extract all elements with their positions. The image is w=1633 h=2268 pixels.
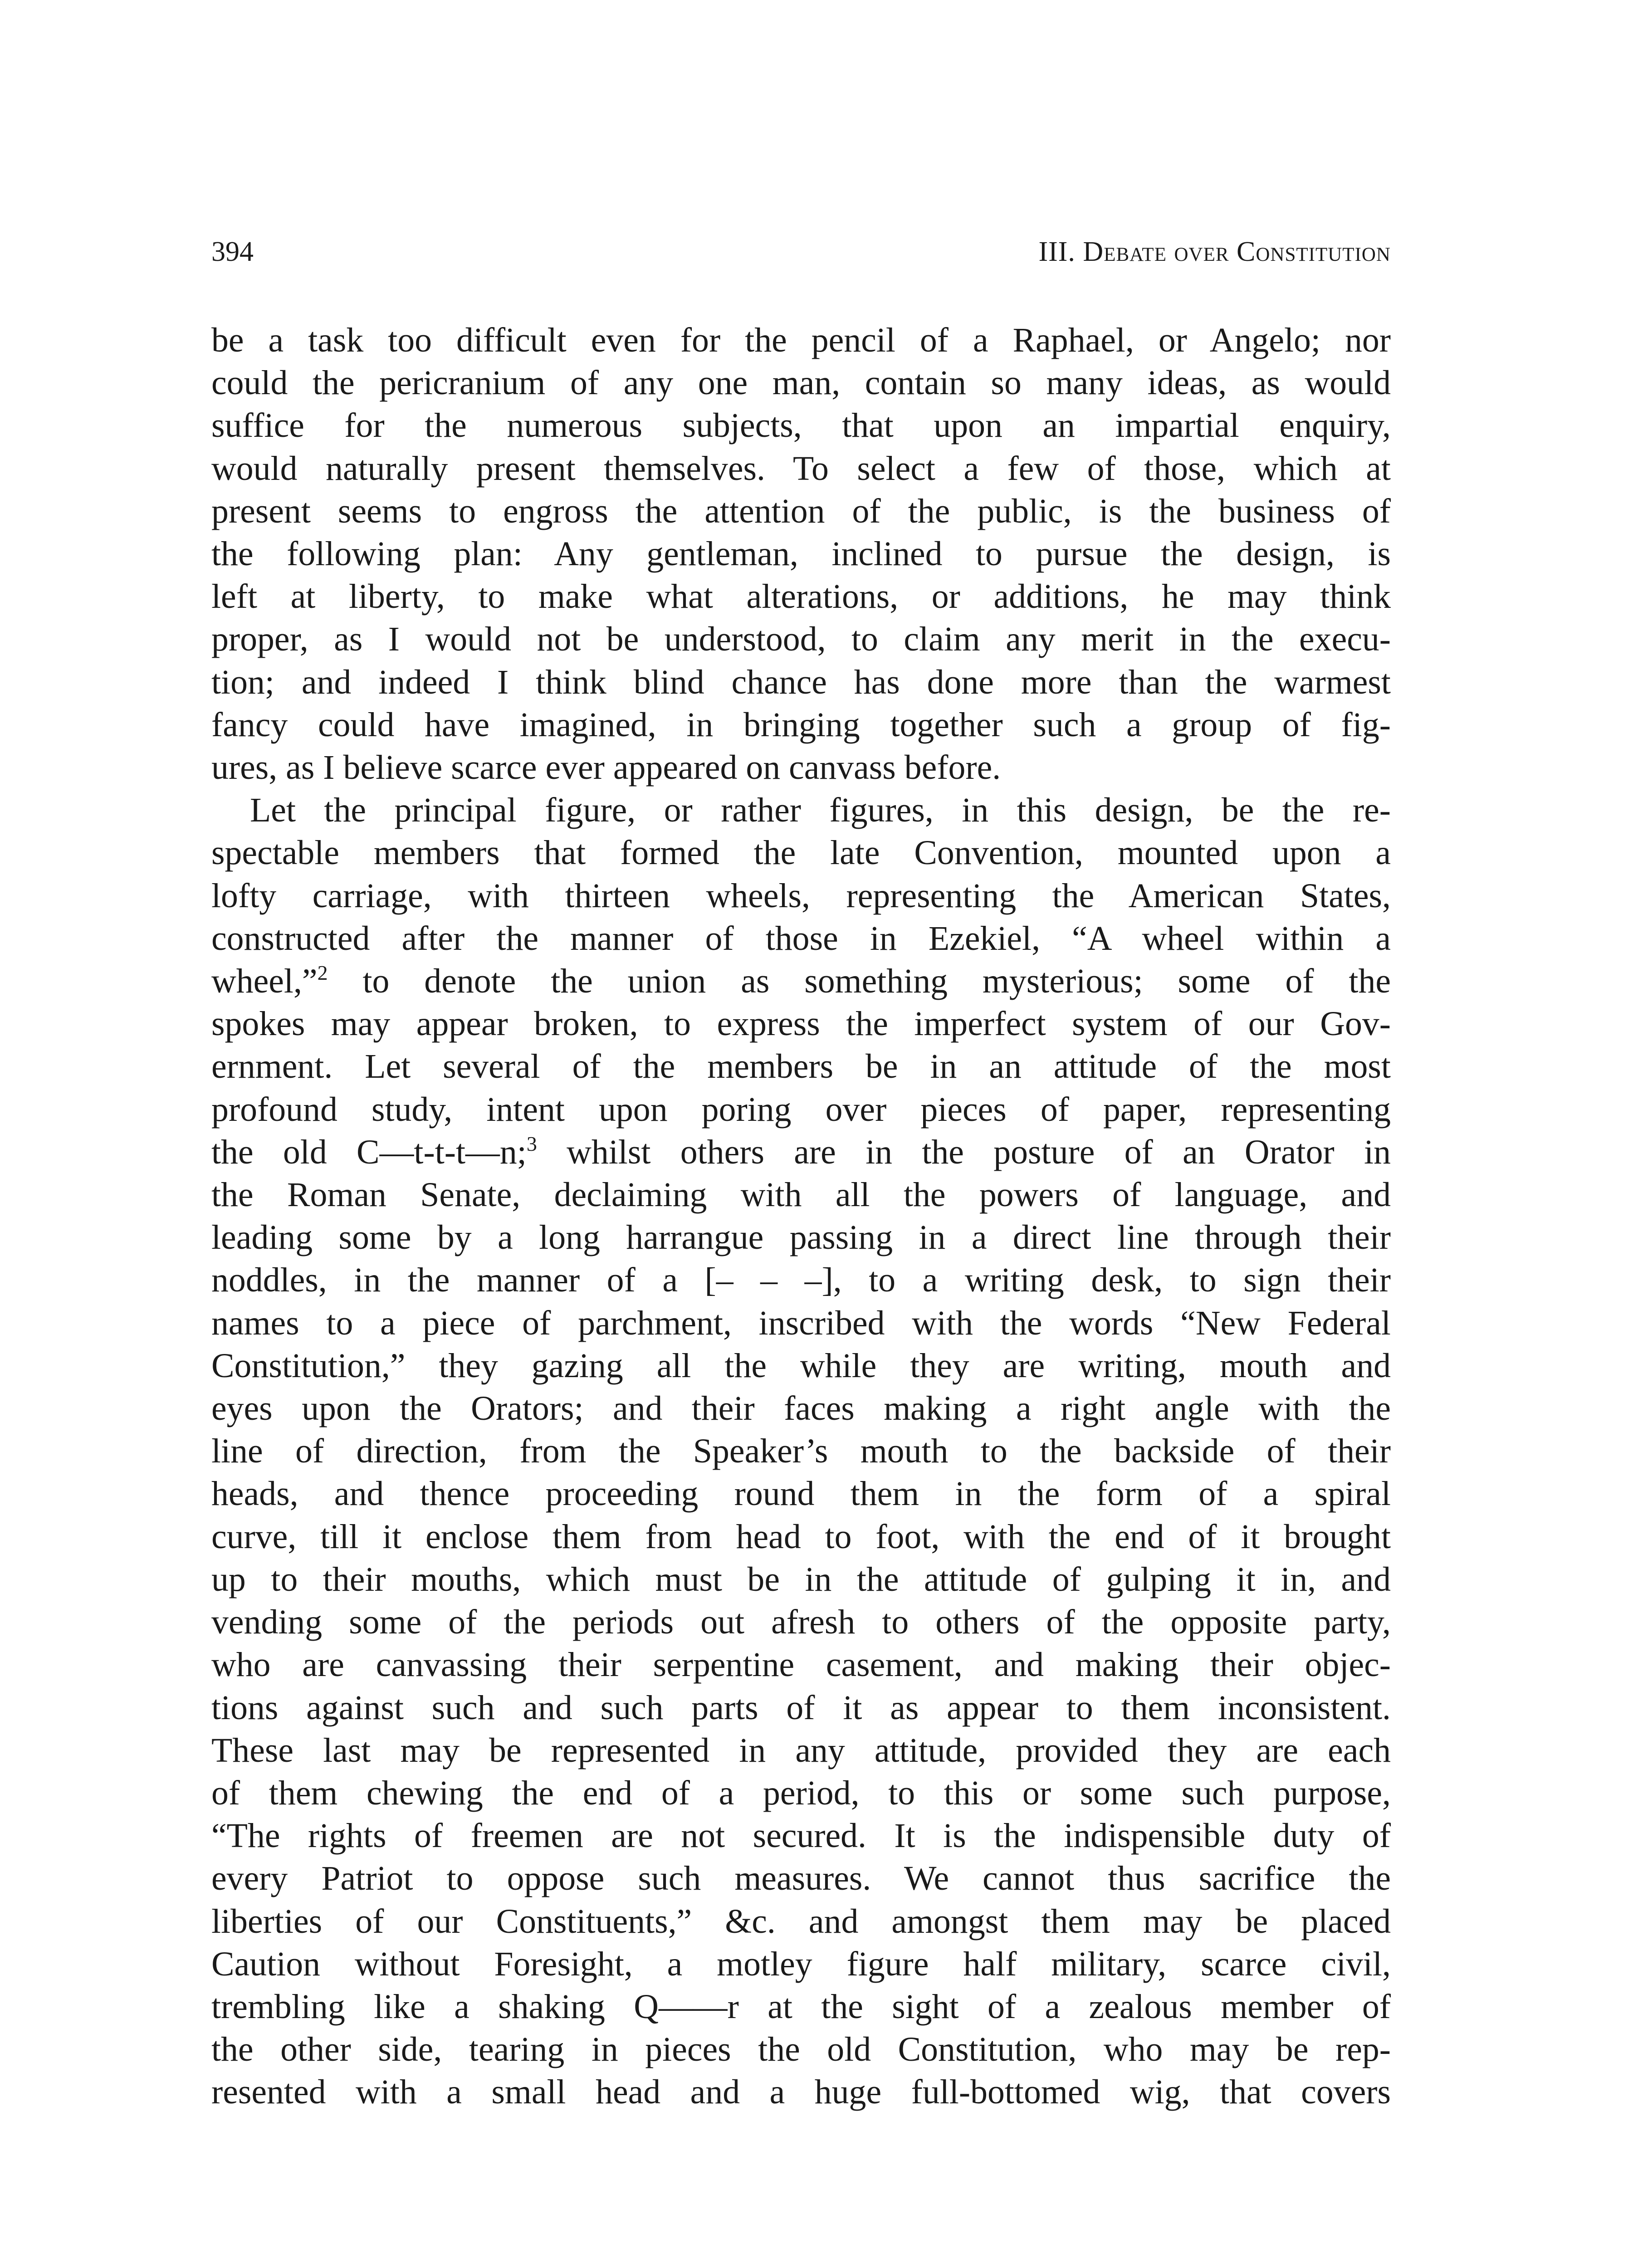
text-line: could the pericranium of any one man, contain so many ideas, as would [211,364,1391,402]
text-line: These last may be represented in any attitude, provided they are each [211,1731,1391,1769]
text-line: trembling like a shaking Q——r at the sight of a zealous member of [211,1987,1391,2026]
text-line: of them chewing the end of a period, to this or some such purpose, [211,1774,1391,1812]
text-fragment: wheel,” [211,962,318,1001]
text-line: the Roman Senate, declaiming with all the powers of language, and [211,1176,1391,1214]
text-line: tion; and indeed I think blind chance has done more than the warmest [211,663,1391,701]
text-line: spectable members that formed the late Convention, mounted upon a [211,834,1391,872]
text-line: proper, as I would not be understood, to claim any merit in the execu- [211,620,1391,659]
text-line: resented with a small head and a huge full-bottomed wig, that covers [211,2073,1391,2112]
text-line: ures, as I believe scarce ever appeared on canvass before. [211,748,1001,787]
running-head [211,227,1391,277]
text-line-with-footnote [211,1131,1391,1173]
text-line: profound study, intent upon poring over pieces of paper, representing [211,1090,1391,1129]
text-line: Constitution,” they gazing all the while they are writing, mouth and [211,1346,1391,1385]
text-line: be a task too difficult even for the pencil of a Raphael, or Angelo; nor [211,321,1391,359]
text-line: leading some by a long harrangue passing in a direct line through their [211,1218,1391,1257]
text-line: line of direction, from the Speaker’s mouth to the backside of their [211,1432,1391,1471]
text-line: tions against such and such parts of it as appear to them inconsistent. [211,1688,1391,1727]
text-line: spokes may appear broken, to express the imperfect system of our Gov- [211,1005,1391,1043]
text-line: lofty carriage, with thirteen wheels, representing the American States, [211,876,1391,915]
text-line: present seems to engross the attention of the public, is the business of [211,492,1391,530]
text-line: Caution without Foresight, a motley figure half military, scarce civil, [211,1945,1391,1983]
text-line: every Patriot to oppose such measures. We cannot thus sacrifice the [211,1859,1391,1898]
footnote-marker: 3 [526,1132,537,1155]
text-line: up to their mouths, which must be in the attitude of gulping it in, and [211,1560,1391,1598]
text-line: fancy could have imagined, in bringing together such a group of fig- [211,705,1391,744]
text-line: eyes upon the Orators; and their faces making a right angle with the [211,1389,1391,1428]
text-line: noddles, in the manner of a [– – –], to a writing desk, to sign their [211,1261,1391,1300]
text-line: would naturally present themselves. To select a few of those, which at [211,449,1391,488]
text-line: the other side, tearing in pieces the old Constitution, who may be rep- [211,2030,1391,2069]
text-fragment: the old C—t-t-t—n; [211,1133,527,1171]
text-line: who are canvassing their serpentine casement, and making their objec- [211,1646,1391,1684]
text-line-with-footnote [211,960,1391,1002]
text-line: liberties of our Constituents,” &c. and amongst them may be placed [211,1902,1391,1941]
text-line: the following plan: Any gentleman, inclined to pursue the design, is [211,535,1391,573]
text-fragment: whilst others are in the posture of an Orator in [537,1133,1391,1171]
text-line: curve, till it enclose them from head to foot, with the end of it brought [211,1517,1391,1556]
text-line: vending some of the periods out afresh to others of the opposite party, [211,1603,1391,1642]
section-title: III. Debate over Constitution [1038,236,1391,267]
footnote-marker: 2 [317,961,328,985]
text-line: Let the principal figure, or rather figures, in this design, be the re- [250,791,1391,830]
text-fragment: to denote the union as something mysterious; some of the [328,962,1391,1001]
text-line: names to a piece of parchment, inscribed with the words “New Federal [211,1304,1391,1342]
text-line: left at liberty, to make what alterations, or additions, he may think [211,577,1391,616]
text-line: ernment. Let several of the members be in an attitude of the most [211,1047,1391,1086]
text-line: suffice for the numerous subjects, that upon an impartial enquiry, [211,406,1391,445]
text-line: “The rights of freemen are not secured. It is the indispensible duty of [211,1817,1391,1855]
text-line: heads, and thence proceeding round them in the form of a spiral [211,1475,1391,1513]
page-number: 394 [211,236,254,267]
text-line: constructed after the manner of those in Ezekiel, “A wheel within a [211,919,1391,958]
body-text [211,319,1391,2114]
